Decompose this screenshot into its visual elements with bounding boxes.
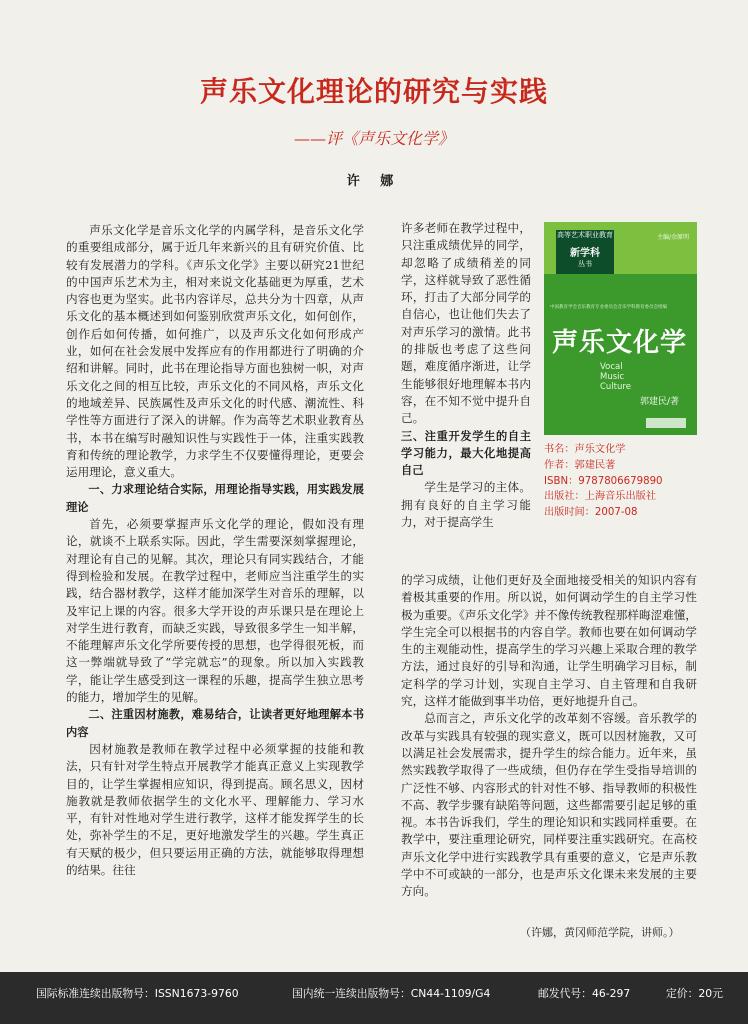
right-column-wide xyxy=(401,572,697,901)
cover-blurb: 中国教育学会音乐教育专业委员会音乐学科教育委员会组编 xyxy=(550,305,667,310)
cover-badge-line2: 新学科 xyxy=(570,248,600,259)
book-publisher: 出版社：上海音乐出版社 xyxy=(544,491,657,503)
paragraph: 学生是学习的主体。拥有良好的自主学习能力，对于提高学生 xyxy=(401,480,531,530)
cover-editor: 主编/余原明 xyxy=(656,234,689,241)
paragraph: 总而言之，声乐文化学的改革刻不容缓。音乐教学的改革与实践具有较强的现实意义，既可以因材施教，又可以满足社会发展需求，提升学生的综合能力。近年来，虽然实践教学取得了一些成绩，但仍存在学生受指导培训的广泛性不够、内容形式的针对性不够、指导教师的积极性不高、教学步骤有缺陷等问题，这些都需要引起足够的重视。本书告诉我们，学生的理论知识和实践同样重要。在教学中，要注重理论研究，同样要注重实践研究。在高校声乐文化学中进行实践教学具有重要的意义，它是声乐教学中不可或缺的一部分，也是声乐文化课未来发展的主要方向。 xyxy=(401,711,697,899)
footer-bar xyxy=(0,972,748,1024)
footer-issn: 国际标准连续出版物号：ISSN1673-9760 xyxy=(36,987,239,1000)
cover-title: 声乐文化学 xyxy=(552,328,688,358)
cover-en-line: Vocal xyxy=(600,362,623,372)
section-heading: 三、注重开发学生的自主学习能力，最大化地提高自己 xyxy=(401,429,531,478)
article-author: 许 娜 xyxy=(346,174,402,189)
cover-author: 郭建民/著 xyxy=(640,397,680,407)
publisher-logo xyxy=(646,418,686,428)
cover-english-title xyxy=(600,362,631,392)
footer-cn: 国内统一连续出版物号：CN44-1109/G4 xyxy=(292,987,491,1000)
book-name: 书名：声乐文化学 xyxy=(544,444,626,455)
author-signature: （许娜，黄冈师范学院，讲师。） xyxy=(520,926,680,939)
right-column-narrow xyxy=(401,220,531,531)
article-title: 声乐文化理论的研究与实践 xyxy=(199,75,548,108)
section-heading: 一、力求理论结合实际，用理论指导实践，用实践发展理论 xyxy=(66,483,364,514)
cover-series-badge xyxy=(556,230,614,274)
cover-badge-line3: 丛书 xyxy=(578,260,592,268)
paragraph: 首先，必须要掌握声乐文化学的理论，假如没有理论，就谈不上联系实际。因此，学生需要深刻掌握理论，对理论有自己的见解。其次，理论只有同实践结合，才能得到检验和发展。在教学过程中，老师应当注重学生的实践，结合器材教学，这样才能加深学生对音乐的理解，以及牢记上课的内容。很多大学开设的声乐课只是在理论上对学生进行教育，而缺乏实践，导致很多学生一知半解，不能理解声乐文化学所要传授的思想，也学得很死板，而这一弊端就导致了“学完就忘”的现象。所以加入实践教学，能让学生感受到这一课程的乐趣，提高学生独立思考的能力，增加学生的见解。 xyxy=(66,517,364,705)
book-author: 作者：郭建民著 xyxy=(544,459,616,471)
paragraph: 声乐文化学是音乐文化学的内属学科，是音乐文化学的重要组成部分，属于近几年来新兴的且有研究价值、比较有发展潜力的学科。《声乐文化学》主要以研究21世纪的中国声乐艺术为主，相对来说文化基础更为厚重，艺术内容也更为坚实。此书内容详尽，总共分为十四章，从声乐文化的基本概述到如何鉴别欣赏声乐文化，如何创作，创作后如何传播，如何推广，以及声乐文化如何形成产业，如何在社会发展中发挥应有的作用都进行了明确的介绍和讲解。同时，此书在理论指导方面也独树一帜，对声乐文化之间的相互比较，声乐文化的不同风格，声乐文化的地域差异、民族属性及声乐文化的时代感、潮流性、科学性等方面进行了深入的讲解。作为高等艺术职业教育丛书，本书在编写时融知识性与实践性于一体，注重实践教育和传统的理论教学，力求学生不仅要懂得理论，更要会运用理论，意义重大。 xyxy=(66,223,364,480)
section-heading: 二、注重因材施教，难易结合，让读者更好地理解本书内容 xyxy=(66,708,364,739)
footer-price: 定价：20元 xyxy=(666,987,723,1000)
cover-en-line: Music xyxy=(600,372,625,382)
cover-en-line: Culture xyxy=(600,382,631,392)
book-info xyxy=(544,442,663,521)
book-cover-image xyxy=(544,222,697,435)
article-subtitle: ——评《声乐文化学》 xyxy=(293,129,454,148)
book-date: 出版时间：2007-08 xyxy=(544,507,638,519)
paragraph: 的学习成绩，让他们更好及全面地接受相关的知识内容有着极其重要的作用。所以说，如何调动学生的自主学习性极为重要。《声乐文化学》并不像传统教程那样晦涩难懂，学生完全可以根据书的内容自学。教师也要在如何调动学生的主观能动性，提高学生的学习兴趣上采取合理的教学方法，通过良好的引导和沟通，让学生明确学习目标，制定科学的学习计划，实现自主学习、自主管理和自我研究，这样才能做到事半功倍，更好地提升自己。 xyxy=(401,573,697,709)
cover-badge-line1: 高等艺术职业教育 xyxy=(557,231,613,239)
footer-postal: 邮发代号：46-297 xyxy=(538,987,631,1000)
book-isbn: ISBN：9787806679890 xyxy=(544,475,663,487)
paragraph: 许多老师在教学过程中，只注重成绩优异的同学，却忽略了成绩稍差的同学，这样就导致了恶性循环，打击了大部分同学的自信心，也让他们失去了对声乐学习的激情。此书的排版也考虑了这些问题，难度循序渐进，让学生能够很好地理解本书内容，在不知不觉中提升自己。 xyxy=(401,221,531,426)
left-column xyxy=(66,222,364,879)
paragraph: 因材施教是教师在教学过程中必须掌握的技能和教法，只有针对学生特点开展教学才能真正意义上实现教学目的，让学生掌握相应知识，得到提高。顾名思义，因材施教就是教师依据学生的文化水平、理解能力、学习水平，有针对性地对学生进行教学，这样才能发挥学生的长处，弥补学生的不足，更好地激发学生的兴趣。学生真正有天赋的极少，但只要运用正确的方法，就能够取得理想的结果。往往 xyxy=(66,741,364,877)
